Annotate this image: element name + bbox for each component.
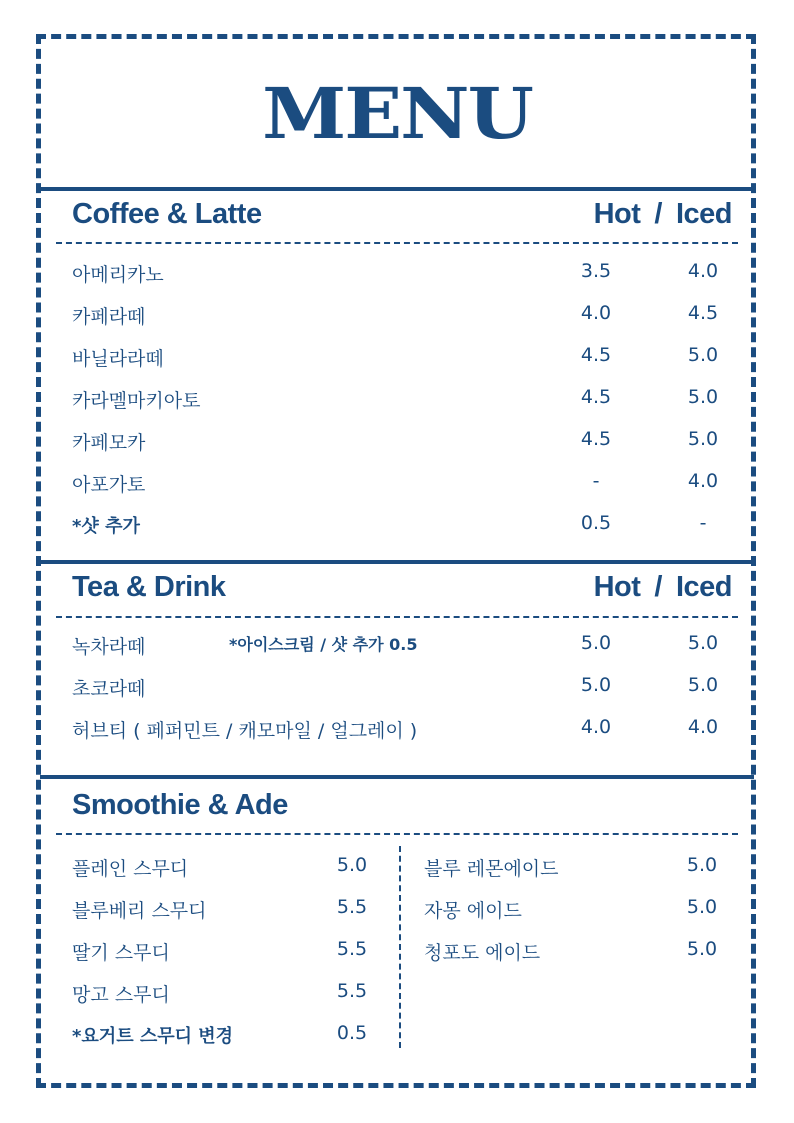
iced-price: 4.5 [687, 302, 719, 324]
item-price: 5.5 [336, 938, 368, 960]
hot-header: Hot [593, 198, 641, 230]
hot-price: 4.5 [580, 344, 612, 366]
hot-price: 3.5 [580, 260, 612, 282]
section-divider-smoothie [40, 775, 754, 779]
iced-price: - [699, 512, 707, 534]
iced-price: 5.0 [687, 632, 719, 654]
section-title-smoothie: Smoothie & Ade [72, 789, 288, 821]
hot-price: 4.0 [580, 302, 612, 324]
iced-header: Iced [675, 571, 732, 603]
item-name: *샷 추가 [72, 516, 140, 537]
section-title-tea: Tea & Drink [72, 571, 226, 603]
item-name: *요거트 스무디 변경 [72, 1026, 234, 1047]
menu-item [72, 980, 382, 1010]
menu-item [72, 260, 732, 290]
menu-item [72, 344, 732, 374]
item-name: 녹차라떼 [72, 636, 146, 658]
item-name: 딸기 스무디 [72, 942, 170, 964]
item-name: 망고 스무디 [72, 984, 170, 1006]
menu-item-yogurt-change [72, 1022, 382, 1052]
item-name: 청포도 에이드 [424, 942, 541, 964]
hot-price: 0.5 [580, 512, 612, 534]
menu-item [72, 302, 732, 332]
iced-price: 4.0 [687, 470, 719, 492]
item-price: 5.0 [686, 938, 718, 960]
menu-item [72, 632, 732, 662]
hot-price: - [592, 470, 600, 492]
iced-price: 4.0 [687, 716, 719, 738]
item-price: 5.0 [686, 896, 718, 918]
menu-item [72, 428, 732, 458]
column-divider [399, 846, 401, 1048]
section-title-coffee: Coffee & Latte [72, 198, 262, 230]
hot-header: Hot [593, 571, 641, 603]
dashed-divider-tea [56, 616, 738, 618]
item-name: 카페라떼 [72, 306, 146, 328]
menu-item [424, 896, 734, 926]
item-name: 바닐라라떼 [72, 348, 164, 370]
item-name: 아포가토 [72, 474, 146, 496]
menu-title: MENU [262, 72, 532, 155]
hot-price: 5.0 [580, 632, 612, 654]
section-header-coffee [72, 198, 732, 238]
header-slash: / [654, 198, 662, 230]
item-name: 허브티 ( 페퍼민트 / 캐모마일 / 얼그레이 ) [72, 720, 418, 742]
iced-price: 5.0 [687, 674, 719, 696]
column-headers-coffee [594, 198, 732, 231]
item-price: 5.5 [336, 980, 368, 1002]
item-name: 플레인 스무디 [72, 858, 189, 880]
item-name: 블루베리 스무디 [72, 900, 207, 922]
iced-price: 5.0 [687, 344, 719, 366]
menu-item [72, 854, 382, 884]
dashed-divider-coffee [56, 242, 738, 244]
menu-item-extra-shot [72, 512, 732, 542]
item-name: 블루 레몬에이드 [424, 858, 559, 880]
addon-note: *아이스크림 / 샷 추가 0.5 [229, 635, 418, 654]
section-divider-tea [40, 560, 754, 564]
menu-item [72, 386, 732, 416]
menu-item [72, 674, 732, 704]
hot-price: 4.5 [580, 428, 612, 450]
item-name: 카라멜마키아토 [72, 390, 201, 412]
dashed-divider-smoothie [56, 833, 738, 835]
section-header-smoothie [72, 789, 732, 829]
item-name: 자몽 에이드 [424, 900, 522, 922]
menu-item [72, 938, 382, 968]
section-header-tea [72, 571, 732, 611]
column-headers-tea [594, 571, 732, 604]
item-name: 초코라떼 [72, 678, 146, 700]
menu-item [72, 896, 382, 926]
iced-header: Iced [675, 198, 732, 230]
item-name: 아메리카노 [72, 264, 164, 286]
item-price: 5.0 [336, 854, 368, 876]
menu-item [424, 938, 734, 968]
iced-price: 5.0 [687, 428, 719, 450]
item-price: 5.0 [686, 854, 718, 876]
item-price: 0.5 [336, 1022, 368, 1044]
hot-price: 4.5 [580, 386, 612, 408]
header-slash: / [654, 571, 662, 603]
item-name: 카페모카 [72, 432, 146, 454]
iced-price: 5.0 [687, 386, 719, 408]
hot-price: 5.0 [580, 674, 612, 696]
hot-price: 4.0 [580, 716, 612, 738]
menu-item [72, 716, 732, 746]
section-divider-coffee [40, 187, 754, 191]
menu-item [424, 854, 734, 884]
menu-item [72, 470, 732, 500]
iced-price: 4.0 [687, 260, 719, 282]
item-price: 5.5 [336, 896, 368, 918]
